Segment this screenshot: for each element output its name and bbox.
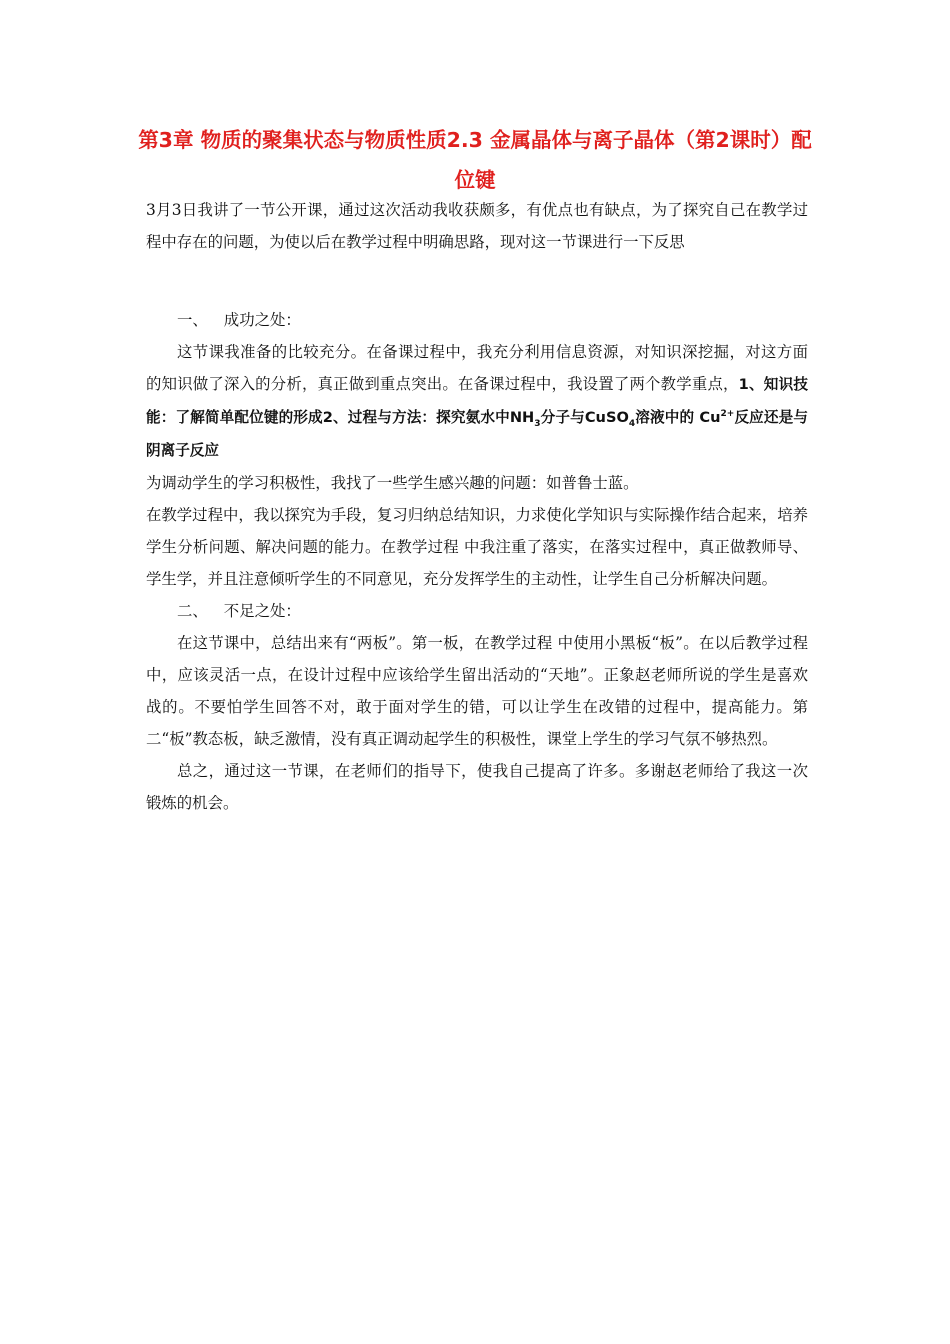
spacer	[146, 258, 808, 304]
section-title: 不足之处：	[223, 602, 301, 620]
section-title: 成功之处：	[223, 311, 301, 329]
subscript: 3	[534, 418, 541, 429]
key-point-part: 1、知识技能：了解简单配位键的形成2、过程与方法：探究氨水中NH	[146, 376, 808, 426]
key-point-part: 分子与CuSO	[540, 409, 629, 426]
paragraph-two-boards: 在这节课中，总结出来有“两板”。第一板，在教学过程 中使用小黑板“板”。在以后教学过程中，应该灵活一点，在设计过程中应该给学生留出活动的“天地”。正象赵老师所说的学生是喜欢战的。不要怕学生回答不对，敢于面对学生的错，可以让学生在改错的过程中，提高能力。第二“板”教态板，缺乏激情，没有真正调动起学生的积极性，课堂上学生的学习气氛不够热烈。	[146, 634, 808, 748]
section-heading-shortcomings	[146, 595, 808, 627]
paragraph-interest: 为调动学生的学习积极性，我找了一些学生感兴趣的问题：如普鲁士蓝。	[146, 474, 639, 492]
paragraph-preparation	[146, 336, 808, 467]
intro-paragraph: 3月3日我讲了一节公开课，通过这次活动我收获颇多，有优点也有缺点，为了探究自己在教学过程中存在的问题，为使以后在教学过程中明确思路，现对这一节课进行一下反思	[146, 201, 808, 251]
superscript: 2+	[720, 409, 735, 420]
paragraph-method: 在教学过程中，我以探究为手段，复习归纳总结知识，力求使化学知识与实际操作结合起来，培养学生分析问题、解决问题的能力。在教学过程 中我注重了落实，在落实过程中，真正做教师导、学生学，并且注意倾听学生的不同意见，充分发挥学生的主动性，让学生自己分析解决问题。	[146, 506, 808, 588]
document-title: 第3章 物质的聚集状态与物质性质2.3 金属晶体与离子晶体（第2课时）配位键	[138, 128, 812, 192]
section-number: 二、	[177, 602, 208, 620]
key-point-part: 溶液中的 Cu	[635, 409, 721, 426]
paragraph-text: 这节课我准备的比较充分。在备课过程中，我充分利用信息资源，对知识深挖掘，对这方面的知识做了深入的分析，真正做到重点突出。在备课过程中，我设置了两个教学重点，	[146, 343, 808, 393]
paragraph-conclusion: 总之，通过这一节课，在老师们的指导下，使我自己提高了许多。多谢赵老师给了我这一次锻炼的机会。	[146, 762, 808, 812]
document-body	[146, 194, 808, 819]
key-point-part: 反应还是与阴离子反应	[146, 409, 808, 459]
subscript: 4	[628, 418, 636, 429]
section-heading-success	[146, 304, 808, 336]
section-number: 一、	[177, 311, 208, 329]
